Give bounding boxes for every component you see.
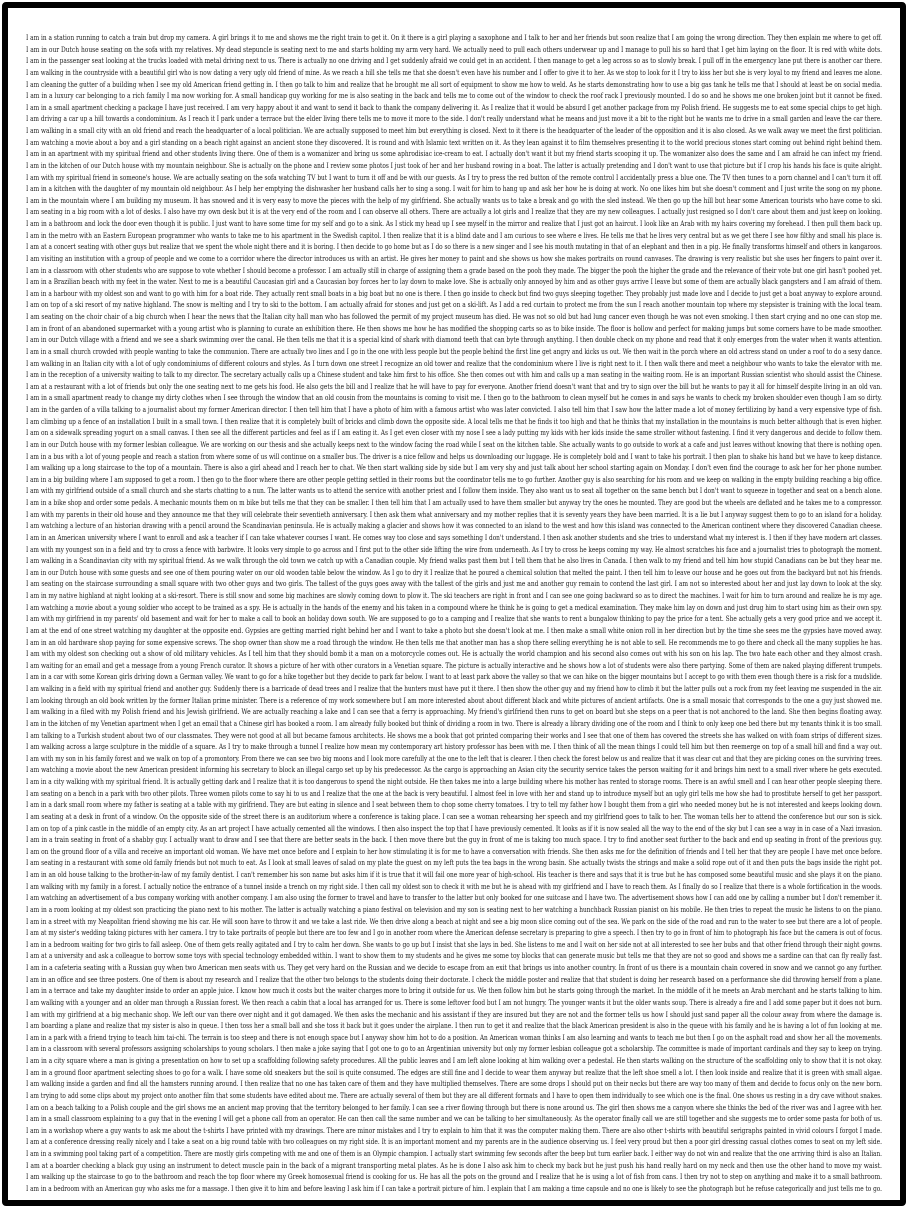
story-line-text: I am watching a movie about a young soldier who accept to be trained as a spy. He is actually in the hands of the enemy and his taken in a compound where he think he is going to get a medical examination. They make him lay on down and just drug him to start using him as their own spy. bbox=[26, 602, 882, 612]
story-line bbox=[26, 369, 882, 381]
story-line bbox=[26, 288, 882, 300]
story-line-text: I am in a street with my Neapolitan friend showing me his car. He will soon have to throw it and we take a last ride. We then drive along a beach at night and see a big moon slice coming out of the sea. We park on the side of the road and run to the water to see but there are a lot of people. bbox=[26, 916, 882, 926]
story-line bbox=[26, 730, 882, 742]
story-line bbox=[26, 718, 882, 730]
story-line bbox=[26, 79, 882, 91]
story-line-text: I am in a classroom with several professors assigning scholarships to young scholars. I then make a joke saying that I got one to go to an Argentinian university but only my former lesbian colleague got a scholarship. The committee is made of important cardinals and they say to keep on trying. bbox=[26, 1044, 882, 1054]
story-line-text: I am with my youngest son in a field and try to cross a fence with barbwire. It looks very simple to go across and I first put to the other side lifting the wire from underneath. As I try to cross he keeps coming my way. He almost scratches his face and a journalist tries to photograph the moment. bbox=[26, 544, 882, 554]
story-line-text: I am walking in an Italian city with a lot of ugly condominiums of different colours and styles. As I turn down one street I recognize an old tower and realize that the condominium where I live is right next to it. I then walk there and meet a neighbour who wants to take the elevator with me. bbox=[26, 358, 882, 368]
story-line-text: I am seating on the choir chair of a big church when I hear the news that the Italian city hall man who has followed the permit of my project museum has died. He was not so old but had lung cancer even though he was not even smoking. I then start crying and no one can stop me. bbox=[26, 312, 882, 321]
story-line-text: I am walking in a Scandinavian city with my spiritual friend. As we walk through the old town we catch up with a Canadian couple. My friend walks past them but I tell them that he also lives in Canada. I then walk to my friend and tell him how stupid Canadians can be but they hear me. bbox=[26, 556, 882, 566]
story-line bbox=[26, 172, 882, 184]
story-line bbox=[26, 985, 882, 997]
story-line bbox=[26, 1090, 882, 1102]
story-line-text: I am in a train seating in front of a shabby guy. I actually want to draw and I see that there are better seats in the back. I then move there but the guy in front of me is taking too much space. I try to find another seat further to the back and end up seating in front of the previous guy. bbox=[26, 835, 882, 845]
story-line-text: I am with my spiritual friend in someone's house. We are actually seating on the sofa watching TV but I want to turn it off and be with our guests. As I try to press the red button of the remote control I accidentally press a blue one. The TV then tunes to a porn channel and I can't turn it off. bbox=[26, 172, 882, 182]
story-line-text: I am in an office and see three posters. One of them is about my research and I realize that the other two belongs to the students doing their doctorate. I check the middle poster and realize that that student is doing her research based on a performance she did throwing herself from a plane. bbox=[26, 974, 882, 984]
story-line-text: I am on a beach talking to a Polish couple and the girl shows me an ancient map proving that the territory belonged to her family. I can see a river flowing through but there is none around us. The girl then shows me a canyon where she thinks the bed of the river was and I agree with her. bbox=[26, 1102, 882, 1112]
story-line bbox=[26, 1102, 882, 1114]
story-line-text: I am in our Dutch house with my former lesbian colleague. We are working on our thesis and she actually keeps next to the window facing the road while I seat on the kitchen table. She actually wants to go outside to work at a cafe and just leaves without knowing that there is nothing open. bbox=[26, 439, 882, 449]
story-line-text: I am in a kitchen with the daughter of my mountain old neighbour. As I help her emptying the dishwasher her husband calls her to sing a song. I wait for him to hang up and ask her how he is doing at work. No one likes him but she doesn't comment and I just write the song on my phone. bbox=[26, 184, 882, 194]
story-line bbox=[26, 567, 882, 579]
story-line bbox=[26, 183, 882, 195]
story-line bbox=[26, 1043, 882, 1055]
story-line-text: I am in a swimming pool taking part of a competition. There are mostly girls competing with me and one of them is an Olympic champion. I actually start swimming few seconds after the beep but turn earlier back. I either way do not win and realize that the one arriving third is also an Italian. bbox=[26, 1149, 882, 1158]
story-line bbox=[26, 881, 882, 893]
story-line-text: I am walking in a field with my spiritual friend and another guy. Suddenly there is a barricade of dead trees and I realize that the hunters must have put it there. I then show the other guy and my friend how to climb it but the latter pulls out a rock from my feet leaving me suspended in the air. bbox=[26, 684, 882, 693]
story-line-text: I am at a concert seating with other guys but realize that we spent the whole night there and it is boring. I then decide to go home but as I do so there is a new singer and I see his mouth mutating in that of an elephant and then in a pig. He finally transforms himself and others in kangaroos. bbox=[26, 242, 882, 252]
story-line bbox=[26, 160, 882, 172]
story-line-text: I am in the kitchen of our Dutch house with my mountain neighbour. She is actually on the phone and I review some photos I just took of her and her husband rowing in a boat. The latter is actually pretending and I don't want to use that picture but if I crop his hands his face is quite alright. bbox=[26, 160, 882, 170]
story-line-text: I am in a dark small room where my father is seating at a table with my girlfriend. They are but eating in silence and I seat between them to chop some cherry tomatoes. I try to tell my father how I bought them from a girl who needed money but he is not interested and keeps looking down. bbox=[26, 800, 882, 810]
story-line-text: I am looking through an old book written by the former Italian prime minister. There is a reference of my work somewhere but I am more interested about about different black and white pictures of ancient artifacts. One is a small mosaic that corresponds to the one a guy just showed me. bbox=[26, 695, 882, 705]
story-line bbox=[26, 695, 882, 707]
story-line bbox=[26, 916, 882, 928]
story-line-text: I am in a city walking with my spiritual friend. It is actually getting dark and I realize that it is too dangerous to spend the night outside. He then takes me into a large building where his mother has rented to storage rooms. There is an awful smell and I can hear other people sleeping there. bbox=[26, 777, 882, 786]
story-line bbox=[26, 1067, 882, 1079]
story-line bbox=[26, 660, 882, 672]
story-line bbox=[26, 555, 882, 567]
story-line bbox=[26, 520, 882, 532]
story-line-text: I am in a bathroom and lock the door even though it is public. I just want to have some time for my self and go to a sink. As I stick my head up I see myself in the mirror and realize that I just got an haircut. I look like an Arab with my hairs covering my forehead. I then pull them back up. bbox=[26, 219, 882, 228]
story-line-text: I am in the metro with an Eastern European programmer who wants to take me to his apartment in the Swedish capitol. I then realize that it is a blind date and I am curious to see where e lives. He tells me that he lives very central but as we get there I see how filthy and small his place is. bbox=[26, 230, 882, 240]
story-line-text: I am in a small church crowded with people wanting to take the communion. There are actually two lines and I go in the one with less people but the people behind the first line get angry and kicks us out. We then wait in the porch where an old actress stand on under a roof to do a sexy dance. bbox=[26, 346, 882, 356]
story-line-text: I am in an old hardware shop paying for some expensive screws. The shop owner than show me a road through the window. He then tells me that another man has a shop there selling everything he is not able to sell. He recommends me to go there and check all the many supplies he has. bbox=[26, 637, 882, 647]
story-line-text: I am talking to a Turkish student about two of our classmates. They were not good at all but became famous architects. He shows me a book that got printed comparing their works and I see that one of them has covered the streets she has walked on with foam strips of different sizes. bbox=[26, 730, 882, 740]
story-line bbox=[26, 602, 882, 614]
story-line-text: I am in the mountain where I am building my museum. It has snowed and it is very easy to move the pieces with the help of my girlfriend. She actually wants us to take a break and go with the sled instead. We then go up the hill but hear some American tourists who have come to ski. bbox=[26, 195, 882, 205]
story-line bbox=[26, 125, 882, 137]
story-line-text: I am in a bedroom waiting for two girls to fall asleep. One of them gets really agitated and I try to calm her down. She wants to go up but I insist that she lays in bed. She listens to me and I wait on her side not at all interested to see her bubs and that other friend through their night gowns. bbox=[26, 939, 882, 949]
story-line bbox=[26, 323, 882, 335]
story-line-text: I am walking with a younger and an older man through a Russian forest. We then reach a cabin that a local has arranged for us. There is some leftover food but I am not hungry. The younger wants it but the older wants soup. There is already a fire and I add some paper but it does not burn. bbox=[26, 997, 882, 1007]
story-line-text: I am watching an advertisement of a bus company working with another company. I am also using the former to travel and have to transfer to the latter but only booked for one suitcase and I have two. The advertisement shows how I can add one by calling a number but I don't remember it. bbox=[26, 893, 882, 903]
story-line-text: I am in a luxury car belonging to a rich family I ma now working for. A small handicap guy working for me is also seating in the back and tells me to come out of the window to check the roof rack I previously mounted. I do so and he shows me one broken joint but it cannot be fixed. bbox=[26, 91, 882, 101]
story-line-text: I am cleaning the gutter of a building when I see my old American friend getting in. I then go talk to him and realize that he brought me all sort of equipment to show me how to weld. As he starts demonstrating how to use a big gas tank he tells me that I should at least be on social media. bbox=[26, 79, 882, 89]
story-line-text: I am with my parents in their old house and they announce me that they will celebrate their seventieth anniversary. I then ask them what anniversary and my mother replies that it is seventy years they have been married. It is a lie but I anyway suggest them to go to an island for a holiday. bbox=[26, 509, 882, 519]
story-line bbox=[26, 113, 882, 125]
story-line-text: I am in a bus with a lot of young people and reach a station from where some of us will continue on a smaller bus. The driver is a nice fellow and helps us downloading our luggage. He is completely bold and I want to take his portrait. I then plan to shake his hand but we have to keep distance. bbox=[26, 451, 882, 461]
story-line bbox=[26, 974, 882, 986]
story-line-text: I am in an apartment with my spiritual friend and other students living there. One of them is a womanizer and bring us some aphrodisiac ice-cream to eat. I actually don't want it but my friend starts scooping it up. The womanizer also does the same and I am afraid he can infect my friend. bbox=[26, 149, 882, 159]
story-line bbox=[26, 1160, 882, 1172]
story-line-text: I am climbing up a fence of an installation I built in a small town. I then realize that it is completely built of bricks and climb down the opposite side. A local tells me that he finds it too high and that he thinks that my installation in the mountains is much better although that is even higher. bbox=[26, 416, 882, 426]
story-line-text: I am walking in a filed with my Polish friend and his Jewish girlfriend. We are actually reaching a lake and I can see that a ferry is approaching. My friend's girlfriend then runs to get on board but she steps on a peer that is not anchored to the land. She then begins floating away. bbox=[26, 707, 882, 717]
story-line-text: I am walking up the staircase to go to the bathroom and reach the top floor where my Greek homosexual friend is cooking for us. He has all the pots on the ground and I realize that he is using a lot of fish from cans. I then try not to step on anything and make it to a small bathroom. bbox=[26, 1172, 882, 1182]
story-line bbox=[26, 1125, 882, 1137]
story-line bbox=[26, 544, 882, 556]
story-line-text: I am in a ground floor apartment selecting shoes to go for a walk. I have some old sneakers but the soil is quite consumed. The edges are still fine and I decide to wear them anyway but realize that the left shoe smell a lot. I then look inside and realize that it is green with small algae. bbox=[26, 1067, 882, 1077]
story-line-text: I am in a small classroom explaining to a guy that in the evening I will get a phone call from an operator. He can then call the same number and we can be talking to her simultaneously. As the operator finally call we are still together and she suggests me to order some pasta for both of us. bbox=[26, 1114, 882, 1124]
story-line-text: I am in my native highland at night looking at a ski-resort. There is still snow and some big machines are slowly coming down to plow it. The ski teachers are right in front and I can see one going backward so as to direct the machines. I wait for him to turn around and realize he is my age. bbox=[26, 591, 882, 600]
story-line bbox=[26, 381, 882, 393]
story-line bbox=[26, 776, 882, 788]
story-line bbox=[26, 485, 882, 497]
story-line-text: I am seating in a big room with a lot of desks. I also have my own desk but it is at the very end of the room and I can observe all others. There are actually a lot girls and I realize that they are my new colleagues. I actually just resigned so I don't care about them and just keep on looking. bbox=[26, 207, 882, 217]
story-line-text: I am in front of an abandoned supermarket with a young artist who is planning to curate an exhibition there. He then shows me how he has modified the shopping carts so as to bike inside. The floor is hollow and perfect for making jumps but some corners have to be made smoother. bbox=[26, 323, 883, 333]
story-line bbox=[26, 148, 882, 160]
story-line-text: I am at a university and ask a colleague to borrow some toys with special technology embedded within. I want to show them to my students and he gives me some toy blocks that can generate music but tells me that they are not so good and shows me a sardine can that can fly really fast. bbox=[26, 951, 882, 961]
story-line-text: I am waiting for an email and get a message from a young French curator. It shows a picture of her with other curators in a Venetian square. The picture is actually interactive and he shows how a lot of students were also there partying. Some of them are naked playing different trumpets. bbox=[26, 660, 882, 670]
story-line bbox=[26, 904, 882, 916]
story-line-text: I am in our Dutch house seating on the sofa with my relatives. My dead stepuncle is seating next to me and starts holding my arm very hard. We actually need to pull each others underwear up and I manage to pull his so hard that I get him laying on the floor. It is red with white dots. bbox=[26, 44, 882, 54]
story-line bbox=[26, 578, 882, 590]
story-line bbox=[26, 1055, 882, 1067]
story-line bbox=[26, 625, 882, 637]
story-line bbox=[26, 1136, 882, 1148]
story-line-text: I am at a restaurant with a lot of friends but only the one seating next to me gets his food. He also gets the bill and I realize that he will have to pay for everyone. Another friend doesn't want that and try to sign over the bill but he wants to pay it all for himself despite living in an old van. bbox=[26, 381, 882, 391]
story-line-text: I am watching a lecture of an historian drawing with a pencil around the Scandinavian peninsula. He is actually making a glacier and shows how it was connected to an island to the west and how this island was connected to the American continent where they discovered Canadian cheese. bbox=[26, 521, 882, 531]
story-line-text: I am in a bedroom with an American guy who asks me for a massage. I then give it to him and before leaving I ask him if I can take a portrait picture of him. I explain that I am making a time capsule and no one is likely to see the photograph but he refuse categorically and just tells me to go. bbox=[26, 1183, 882, 1193]
page-frame bbox=[2, 2, 906, 1206]
story-line bbox=[26, 590, 882, 602]
story-line-text: I am driving a car up a hill towards a condominium. As I reach it I park under a terrace but the elder living there tells me to move it more to the side. I don't really understand what he means and just move it a bit to the right but he wants me to drive in a small garden and leave the car there. bbox=[26, 114, 882, 124]
story-line bbox=[26, 451, 882, 463]
story-line-text: I am in a cafeteria seating with a Russian guy when two American men seats with us. They get very hard on the Russian and we decide to escape from an exit that brings us into another country. In front of us there is a mountain chain covered in snow and we cannot go any further. bbox=[26, 963, 882, 972]
story-line bbox=[26, 509, 882, 521]
story-line bbox=[26, 997, 882, 1009]
story-line bbox=[26, 950, 882, 962]
story-line bbox=[26, 462, 882, 474]
story-line bbox=[26, 706, 882, 718]
story-line bbox=[26, 67, 882, 79]
story-line-text: I am at my sister's wedding taking pictures with her camera. I try to take portraits of people but there are too few and I go in another room where the American defense secretary is preparing to give a speech. I then try to go in front of him to photograph his face but the camera is out of focus. bbox=[26, 928, 882, 938]
story-line bbox=[26, 613, 882, 625]
story-line bbox=[26, 764, 882, 776]
story-line-text: I am seating at a desk in front of a window. On the opposite side of the street there is an auditorium where a conference is taking place. I can see a woman rehearsing her speech and my girlfriend goes to talk to her. The woman tells her to attend the conference but our son is sick. bbox=[26, 811, 882, 821]
story-line bbox=[26, 404, 882, 416]
story-line-text: I am with my girlfriend at a big mechanic shop. We left our van there over night and it got damaged. We then asks the mechanic and his assistant if they are insured but they are not and the former tells us how I should just sand paper all the colour away from where the damage is. bbox=[26, 1009, 882, 1019]
story-line-text: I am watching a movie about the new American president informing his secretary to block an illegal cargo set up by his predecessor. As the cargo is approaching an Asian city the security service takes the person waiting for it and brings him next to a small river where he gets executed. bbox=[26, 765, 883, 775]
story-line-text: I am in the reception of a university waiting to talk to my director. The secretary actually calls up a Chinese student and take him first to his office. She then comes out with him and calls up a man seating in the waiting room. He is an important Russian scientist who should assist the Chinese. bbox=[26, 370, 882, 380]
story-line-text: I am on the ground floor of a villa and receive an important old woman. We have met once before and I explain to her how stimulating it is for me to have a conversation with friends. She then asks me for the definition of friends and I tell her that they are people I have met once before. bbox=[26, 846, 882, 856]
story-line-text: I am walking in a small city with an old friend and reach the headquarter of a local politician. We are actually supposed to meet him but everything is closed. Next to it there is the headquarter of the leader of the opposition and it is also closed. As we walk away we meet the first politician. bbox=[26, 126, 882, 135]
story-line-text: I am visiting an institution with a group of people and we come to a corridor where the director introduces us with an artist. He gives her money to paint and she shows us how she makes portraits on round canvases. The drawing is very realistic but she uses her fingers to paint over it. bbox=[26, 253, 882, 263]
story-line bbox=[26, 1020, 882, 1032]
story-line bbox=[26, 299, 882, 311]
story-line bbox=[26, 962, 882, 974]
story-line-text: I am seating in a restaurant with some old family friends but not much to eat. As I look at small leaves of salad on my plate the guest on my left puts the tea bags in the wrong basin. She actually twists the strings and make a solid rope out of it and then puts the bags inside the right pot. bbox=[26, 858, 882, 868]
story-line bbox=[26, 44, 882, 56]
story-line bbox=[26, 532, 882, 544]
story-line-text: I am in a small apartment ready to change my dirty clothes when I see through the window that an old cousin from the mountains is coming to visit me. I then go to the bathroom to clean myself but he comes in and says he wants to check my broken shoulder even though I am so dirty. bbox=[26, 393, 882, 403]
story-line bbox=[26, 788, 882, 800]
story-line-text: I am in the garden of a villa talking to a journalist about my former American director. I then tell him that I have a photo of him with a famous artist who was later convicted. I also tell him that I saw how the latter made a lot of money fertilizing by hand a very expensive type of fish. bbox=[26, 405, 882, 414]
story-line bbox=[26, 671, 882, 683]
story-line bbox=[26, 218, 882, 230]
story-line bbox=[26, 265, 882, 277]
story-line bbox=[26, 927, 882, 939]
story-line-text: I am in a classroom with other students who are suppose to vote whether I should become a professor. I am actually still in charge of assigning them a grade based on the pooh they made. The bigger the pooh the higher the grade and the relevance of their vote but one girl hasn't poohed yet. bbox=[26, 265, 882, 275]
story-line bbox=[26, 474, 882, 486]
story-line-text: I am in a park with a friend trying to teach him tai-chi. The terrain is too steep and there is not enough space but I anyway show him hot to do a position. An American woman thinks I am also learning and wants to teach me but then I go on the asphalt road and show her all the movements. bbox=[26, 1032, 882, 1042]
story-line-text: I am in a harbour with my oldest son and want to go with him for a boat ride. They actually rent small boats in a big boat but no one is there. I then go inside to check but find two guys sleeping together. They probably just made love and I decide to just get a boat anyway to explore around. bbox=[26, 288, 882, 298]
story-line-text: I am trying to add some clips about my project onto another film that some students have edited about me. There are actually several of them but they are all different formats and I have to open them individually to see which one is the final. One shows us resting in a dry cave without snakes. bbox=[26, 1090, 882, 1100]
story-line-text: I am in a car with some Korean girls driving down a German valley. We want to go for a hike together but they decide to park far below. I want to at least park above the valley so that we can hike on the bigger mountains but I accept to go with them even though there is a risk for a mudslide. bbox=[26, 672, 882, 682]
story-line-text: I am at the end of one street watching my daughter at the opposite end. Gypsies are getting married right behind her and I want to take a photo but she doesn't look at me. I then make a small white onion roll in her direction but by the time she sees me the gypsies have moved away. bbox=[26, 625, 882, 635]
story-line-text: I am in a workshop where a guy wants to ask me about the t-shirts I have printed with my drawings. There are minor mistakes and I try to explain to him that it was the computer making them. There are also other t-shirts with beautiful serigraphs painted in vivid colours I forgot I made. bbox=[26, 1125, 882, 1135]
story-line bbox=[26, 427, 882, 439]
story-line bbox=[26, 392, 882, 404]
story-line-text: I am walking inside a garden and find all the hamsters running around. I then realize that no one has taken care of them and they have multiplied themselves. There are some drops I should put on their necks but there are way too many of them and decide to focus only on the new born. bbox=[26, 1079, 882, 1089]
story-line bbox=[26, 892, 882, 904]
story-line-text: I am in a big building where I am supposed to get a room. I then go to the floor where there are other people getting settled in their rooms but the coordinator tells me to go further. Another guy is also searching for his room and we keep on walking in the empty building reaching a big office. bbox=[26, 474, 882, 484]
story-line-text: I am on a sidewalk spreading yogurt on a small canvas. I then see all the different particles and feel as if I am eating it. As I get even closer with my nose I see a lady putting my kids with her kids inside the same stroller without fastening. I find it very dangerous and decide to follow them. bbox=[26, 428, 882, 438]
story-line bbox=[26, 799, 882, 811]
story-line bbox=[26, 741, 882, 753]
story-line-text: I am in a terrace and take my daughter inside to order an apple juice. I know how much it costs but the waiter charges more to bring it outside for us. We then follow him but he starts going through the market. In the middle of it he meets an Arab merchant and he starts talking to him. bbox=[26, 986, 882, 996]
story-line-text: I am in our Dutch village with a friend and we see a shark swimming over the canal. He then tells me that it is a special kind of shark with diamond teeth that can byte through anything. I then double check on my phone and read that it only emerges from the water when it wants attention. bbox=[26, 335, 882, 345]
story-line bbox=[26, 753, 882, 765]
story-line bbox=[26, 1113, 882, 1125]
story-line-text: I am walking up a long staircase to the top of a mountain. There is also a girl ahead and I reach her to chat. We then start walking side by side but I am very shy and just talk about her school starting again on Monday. I don't even find the courage to ask her for her phone number. bbox=[26, 463, 882, 473]
story-line bbox=[26, 102, 882, 114]
story-line-text: I am walking with my family in a forest. I actually notice the entrance of a tunnel inside a trench on my right side. I then call my oldest son to check it with me but he is ahead with my girlfriend and I have to reach them. As I finally do so I realize that there is a whole fortification in the woods. bbox=[26, 881, 882, 891]
story-line bbox=[26, 55, 882, 67]
story-line bbox=[26, 648, 882, 660]
story-line-text: I am in a Brazilian beach with my feet in the water. Next to me is a beautiful Caucasian girl and a Caucasian boy forces her to lay down to make love. She is actually only annoyed by him and as other guys arrive I leave but some of them are actually black gangsters and I am afraid of them. bbox=[26, 277, 882, 287]
story-line-text: I am watching a movie about a boy and a girl standing on a beach right against an ancient stone they discovered. It is round and with Islamic text written on it. As they lean against it to film themselves presenting it to the world precious stones start coming out behind right behind them. bbox=[26, 137, 882, 147]
story-line bbox=[26, 206, 882, 218]
story-line-text: I am walking in the countryside with a beautiful girl who is now dating a very ugly old friend of mine. As we reach a hill she tells me that she doesn't even have his number and I offer to give it to her. As we stop to look for it I try to kiss her but she is very loyal to my friend and leaves me alone. bbox=[26, 67, 882, 77]
story-list bbox=[26, 32, 882, 1200]
story-line-text: I am on top of a pink castle in the middle of an empty city. As an art project I have actually cemented all the windows. I then also inspect the top that I have previously cemented. It looks as if it is now sealed all the way to the end of the sky but I can see a way in in case of a Nazi invasion. bbox=[26, 823, 882, 833]
story-line-text: I am in a small apartment checking a package I have just received. I am very happy about it and want to send it back to thank the company delivering it. As I realize that it would be absurd I get another package from my Polish friend. He suggests me to eat some special chips to get high. bbox=[26, 102, 882, 112]
story-line-text: I am seating on a bench in a park with two other pilots. Three women pilots come to say hi to us and I realize that the one at the back is very beautiful. I almost feel in love with her and stand up to introduce myself but an ugly girl tells me how she had to prostitute herself to get her passport. bbox=[26, 788, 882, 798]
story-line bbox=[26, 823, 882, 835]
story-line-text: I am in a station running to catch a train but drop my camera. A girl brings it to me and shows me the right train to get it. On it there is a girl playing a saxophone and I talk to her and her friends but soon realize that I am going the wrong direction. They then explain me where to get off. bbox=[26, 33, 882, 42]
story-line-text: I am in a room looking at my oldest son practicing the piano next to his mother. The latter is actually watching a piano festival on television and my son is seating next to her watching a hunchback Russian pianist on his mobile. He then tries to repeat the music he listens to on the piano. bbox=[26, 904, 882, 914]
story-line bbox=[26, 939, 882, 951]
story-line-text: I am in an American university where I want to enroll and ask a teacher if I can take whatever courses I want. He comes way too close and says something I don't understand. I then ask another students and she tries to understand what my interest is. I then if they have modern art classes. bbox=[26, 532, 882, 542]
story-line-text: I am in an old house talking to the brother-in-law of my family dentist. I can't remember his son name but asks him if it is true that it will fail one more year of high-school. His teacher is there and says that it is true but he has composed some beautiful music and she plays it on the piano. bbox=[26, 870, 882, 879]
story-line bbox=[26, 846, 882, 858]
story-line-text: I am with my oldest son checking out a show of old military vehicles. As I tell him that they should bomb it a man on a motorcycle comes out. He is actually the world champion and his second also comes out with his son on his lap. The two hate each other and they almost crash. bbox=[26, 649, 882, 659]
story-line bbox=[26, 1171, 882, 1183]
story-line bbox=[26, 637, 882, 649]
story-line bbox=[26, 811, 882, 823]
story-line-text: I am in a bike shop and order some pedals. A mechanic mounts them on m bike but tells me that they can be smaller. I then tell him that I am actually used to have them smaller but anyway try the ones he mounted. They are good but the wheels are deflated and he takes me to a compressor. bbox=[26, 498, 882, 507]
story-line bbox=[26, 416, 882, 428]
story-line-text: I am walking across a large sculpture in the middle of a square. As I try to make through a tunnel I realize how mean my contemporary art history professor has been with me. I then think of all the mean things I could tell him but then reemerge on top of a small hill and find a way out. bbox=[26, 742, 882, 752]
story-line bbox=[26, 346, 882, 358]
story-line bbox=[26, 1148, 882, 1160]
story-line bbox=[26, 1032, 882, 1044]
story-line-text: I am in the passenger seat looking at the trucks loaded with metal driving next to us. There is actually no one driving and I get suddenly afraid we could get in an accident. I then manage to get a leg across so as to slowly break. I pull off in the emergency lane put there is another car there. bbox=[26, 56, 882, 66]
story-line bbox=[26, 253, 882, 265]
story-line-text: I am in the kitchen of my Venetian apartment when I get an email that a Chinese girl has booked a room. I am already fully booked but think of dividing a room in two. There is already a library dividing one of the room and I think to only keep one bed there but my tenants think it is too small. bbox=[26, 718, 882, 728]
story-line bbox=[26, 1009, 882, 1021]
story-line bbox=[26, 32, 882, 44]
story-line bbox=[26, 334, 882, 346]
story-line bbox=[26, 683, 882, 695]
story-line bbox=[26, 857, 882, 869]
story-line bbox=[26, 358, 882, 370]
story-line bbox=[26, 869, 882, 881]
story-line bbox=[26, 230, 882, 242]
story-line bbox=[26, 90, 882, 102]
story-line bbox=[26, 195, 882, 207]
story-line-text: I am boarding a plane and realize that my sister is also in queue. I then toss her a small ball and she toss it back but it goes under the airplane. I then run to get it and realize that the black American president is also in the queue with his family and he is having a lot of fun looking at me. bbox=[26, 1021, 882, 1031]
story-line-text: I am in our Dutch house with some guests and see one of them pouring water on our old wooden table below the window. As I go to dry it I realize that he poured a chemical solution that melted the paint. I then tell him to leave our house and he goes out from the backyard but not his friends. bbox=[26, 567, 882, 577]
story-line bbox=[26, 1183, 882, 1195]
story-line bbox=[26, 276, 882, 288]
story-line-text: I am with my girlfriend in my parents' old basement and wait for her to make a call to book an holiday down south. We are supposed to go to a camping and I realize that she wants to rent a bungalow thinking to pay the price for a tent. She actually gets a very good price and we accept it. bbox=[26, 614, 883, 624]
story-line-text: I am seating on the staircase surrounding a small square with two other guys and two girls. The tallest of the guys goes away with the tallest of the girls and just me and another guy remain to contend the last girl. I am not so interested about her and just lay down to look at the sky. bbox=[26, 579, 882, 589]
story-line bbox=[26, 497, 882, 509]
story-line-text: I am at a conference dressing really nicely and I take a seat on a big round table with two colleagues on my right side. It is an important moment and my parents are in the audience observing us. I feel very proud but then a poor girl dressing casual clothes comes to seat on my left side. bbox=[26, 1137, 882, 1147]
story-line bbox=[26, 241, 882, 253]
story-line-text: I am in a city square where a man is giving a presentation on how to set up a scaffolding following safety procedures. All the public leaves and I am left alone looking at him walking over a pedestal. He then starts walking on the structure of the scaffolding only to show that it is not okay. bbox=[26, 1056, 882, 1065]
story-line-text: I am with my girlfriend outside of a small church and she starts chatting to a nun. The latter wants us to attend the service with another priest and I follow them inside. They also want us to seat all together on the same bench but I don't want to squeeze in together and seat on a bench alone. bbox=[26, 486, 882, 496]
story-line-text: I am on top of a ski resort of my native highland. The snow is melting and I try to ski to the bottom. I am actually afraid for stones and just get on a ski-lift. As I add a red curtain to protect me from the sun I reach another mountain top where my stepsister is training with the local team. bbox=[26, 300, 882, 310]
story-line-text: I am with my son in his family forest and we walk on top of a promontory. From there we can see two big moons and I look more carefully at the one to the left that is clearer. I then check the forest below us and realize that it was clear cut and that they are picking cones on the surviving trees. bbox=[26, 753, 882, 763]
story-line-text: I am at a boarder checking a black guy using an instrument to detect muscle pain in the back of a migrant transporting metal plates. As he is done I also ask him to check my back but he just push his hand really hard on my neck and then use the other hand to move my waist. bbox=[26, 1160, 882, 1170]
story-line bbox=[26, 311, 882, 323]
story-line bbox=[26, 1078, 882, 1090]
story-line bbox=[26, 439, 882, 451]
story-line bbox=[26, 137, 882, 149]
story-line bbox=[26, 834, 882, 846]
